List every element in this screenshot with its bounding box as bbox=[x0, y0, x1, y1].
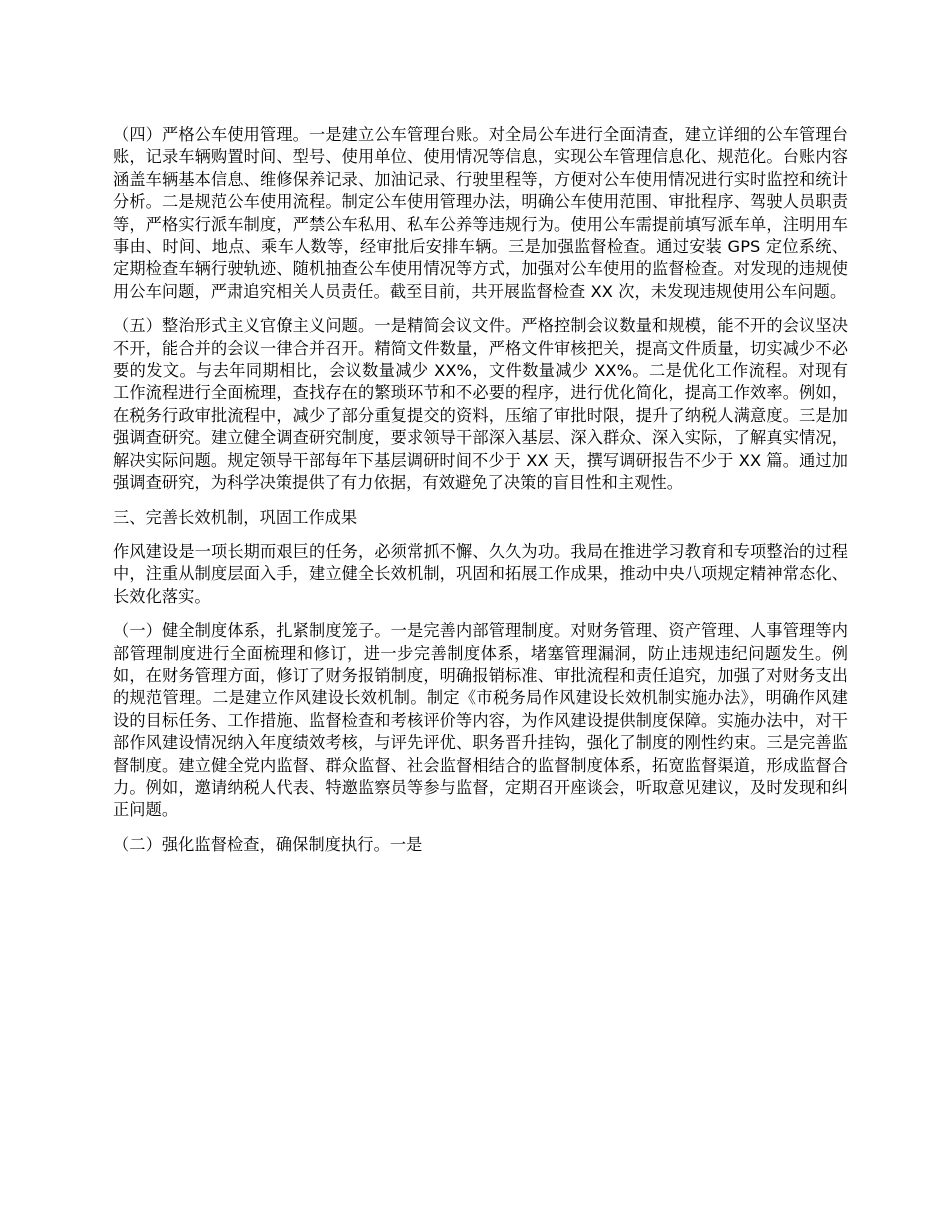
paragraph-subsection-2: （二）强化监督检查，确保制度执行。一是 bbox=[113, 834, 423, 854]
document-page bbox=[113, 124, 848, 868]
paragraph-section-4: （四）严格公车使用管理。一是建立公车管理台账。对全局公车进行全面清查，建立详细的公车管理台账，记录车辆购置时间、型号、使用单位、使用情况等信息，实现公车管理信息化、规范化。台账内容涵盖车辆基本信息、维修保养记录、加油记录、行驶里程等，方便对公车使用情况进行实时监控和统计分析。二是规范公车使用流程。制定公车使用管理办法，明确公车使用范围、审批程序、驾驶人员职责等，严格实行派车制度，严禁公车私用、私车公养等违规行为。使用公车需提前填写派车单，注明用车事由、时间、地点、乘车人数等，经审批后安排车辆。三是加强监督检查。通过安装 GPS 定位系统、定期检查车辆行驶轨迹、随机抽查公车使用情况等方式，加强对公车使用的监督检查。对发现的违规使用公车问题，严肃追究相关人员责任。截至目前，共开展监督检查 XX 次，未发现违规使用公车问题。 bbox=[113, 125, 848, 301]
section-heading-3: 三、完善长效机制，巩固工作成果 bbox=[113, 507, 358, 527]
paragraph-intro: 作风建设是一项长期而艰巨的任务，必须常抓不懈、久久为功。我局在推进学习教育和专项整治的过程中，注重从制度层面入手，建立健全长效机制，巩固和拓展工作成果，推动中央八项规定精神常态化、长效化落实。 bbox=[113, 541, 848, 606]
paragraph-subsection-1: （一）健全制度体系，扎紧制度笼子。一是完善内部管理制度。对财务管理、资产管理、人事管理等内部管理制度进行全面梳理和修订，进一步完善制度体系，堵塞管理漏洞，防止违规违纪问题发生。例如，在财务管理方面，修订了财务报销制度，明确报销标准、审批流程和责任追究，加强了对财务支出的规范管理。二是建立作风建设长效机制。制定《市税务局作风建设长效机制实施办法》，明确作风建设的目标任务、工作措施、监督检查和考核评价等内容，为作风建设提供制度保障。实施办法中，对干部作风建设情况纳入年度绩效考核，与评先评优、职务晋升挂钩，强化了制度的刚性约束。三是完善监督制度。建立健全党内监督、群众监督、社会监督相结合的监督制度体系，拓宽监督渠道，形成监督合力。例如，邀请纳税人代表、特邀监察员等参与监督，定期召开座谈会，听取意见建议，及时发现和纠正问题。 bbox=[113, 621, 848, 820]
paragraph-section-5: （五）整治形式主义官僚主义问题。一是精简会议文件。严格控制会议数量和规模，能不开的会议坚决不开，能合并的会议一律合并召开。精简文件数量，严格文件审核把关，提高文件质量，切实减少不必要的发文。与去年同期相比，会议数量减少 XX%，文件数量减少 XX%。二是优化工作流程。对现有工作流程进行全面梳理，查找存在的繁琐环节和不必要的程序，进行优化简化，提高工作效率。例如，在税务行政审批流程中，减少了部分重复提交的资料，压缩了审批时限，提升了纳税人满意度。三是加强调查研究。建立健全调查研究制度，要求领导干部深入基层、深入群众、深入实际，了解真实情况，解决实际问题。规定领导干部每年下基层调研时间不少于 XX 天，撰写调研报告不少于 XX 篇。通过加强调查研究，为科学决策提供了有力依据，有效避免了决策的盲目性和主观性。 bbox=[113, 316, 848, 493]
